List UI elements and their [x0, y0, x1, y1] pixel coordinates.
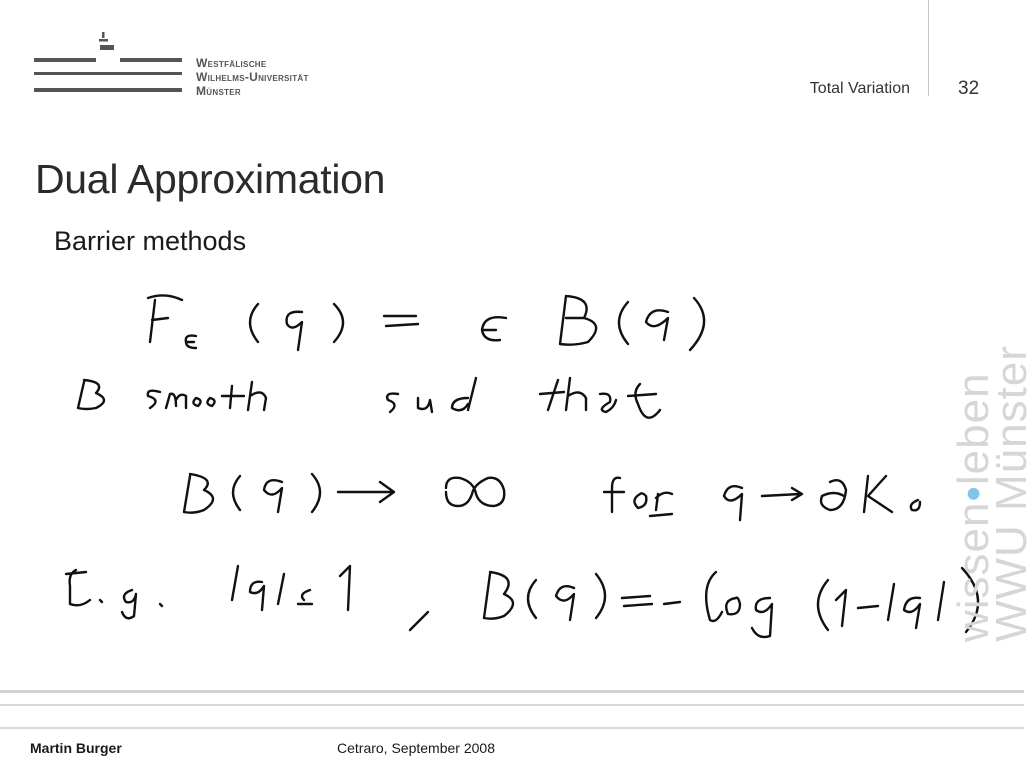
footer-rule-top: [0, 690, 1024, 693]
slide-title: Dual Approximation: [35, 156, 386, 202]
university-name-line2: Wilhelms-Universität: [196, 70, 309, 84]
footer-author: Martin Burger: [30, 740, 122, 756]
handwriting-line-3: [184, 474, 920, 520]
footer-rule-middle: [0, 704, 1024, 706]
watermark-dot-icon: •: [949, 485, 998, 502]
watermark-word-right: leben: [949, 372, 998, 486]
university-name-line1: Westfälische: [196, 56, 267, 70]
wwu-watermark: [949, 345, 1036, 642]
footer-rule-bottom: [0, 727, 1024, 729]
slide-subtitle: Barrier methods: [54, 226, 247, 256]
handwriting-line-4: [66, 566, 978, 637]
handwriting-line-2: [78, 378, 660, 418]
page-number: 32: [958, 78, 980, 99]
watermark-word-left: wissen: [949, 501, 998, 642]
university-name-line3: Münster: [196, 84, 241, 98]
footer-event: Cetraro, September 2008: [337, 740, 495, 756]
watermark-line2: WWU Münster: [987, 345, 1036, 642]
handwriting-line-1: [148, 295, 704, 350]
slide-topic: Total Variation: [809, 80, 910, 97]
